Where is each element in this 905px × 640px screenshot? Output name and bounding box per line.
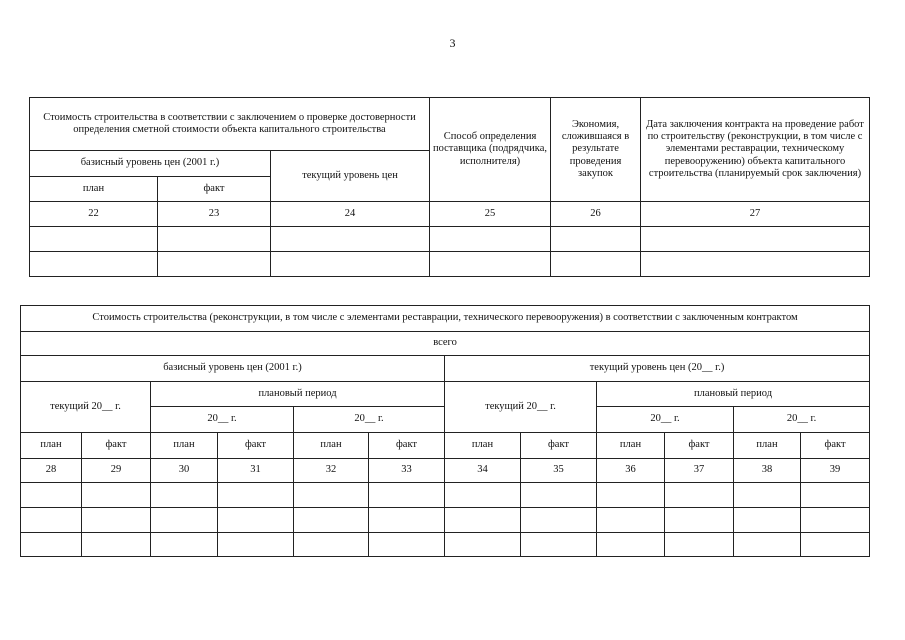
header-plan: план <box>445 433 521 459</box>
empty-cell <box>218 508 294 533</box>
header-planning-period: плановый период <box>151 382 445 407</box>
empty-cell <box>597 483 665 508</box>
empty-cell <box>445 533 521 557</box>
column-number: 32 <box>294 459 369 483</box>
column-number: 28 <box>21 459 82 483</box>
empty-cell <box>271 227 430 252</box>
empty-cell <box>521 483 597 508</box>
cost-conclusion-table <box>29 97 870 277</box>
empty-cell <box>551 227 641 252</box>
empty-cell <box>151 508 218 533</box>
empty-cell <box>369 483 445 508</box>
header-supplier-method: Способ определения поставщика (подрядчика, исполнителя) <box>430 98 551 202</box>
page-number: 3 <box>449 36 456 50</box>
table-row <box>21 508 870 533</box>
empty-cell <box>369 533 445 557</box>
empty-cell <box>665 483 734 508</box>
empty-cell <box>294 533 369 557</box>
header-current-year: текущий 20__ г. <box>445 382 597 433</box>
header-fact: факт <box>801 433 870 459</box>
empty-cell <box>445 508 521 533</box>
column-number: 22 <box>30 202 158 227</box>
header-year: 20__ г. <box>597 407 734 433</box>
empty-cell <box>445 483 521 508</box>
column-number: 23 <box>158 202 271 227</box>
header-fact: факт <box>82 433 151 459</box>
empty-cell <box>82 483 151 508</box>
header-current-price-level: текущий уровень цен <box>271 151 430 202</box>
column-number-row <box>21 459 870 483</box>
column-number: 38 <box>734 459 801 483</box>
column-number: 37 <box>665 459 734 483</box>
empty-cell <box>158 227 271 252</box>
header-fact: факт <box>369 433 445 459</box>
empty-cell <box>21 508 82 533</box>
header-contract-cost: Стоимость строительства (реконструкции, в том числе с элементами реставрации, технического перевооружения) в соответствии с заключенным контрактом <box>21 306 870 332</box>
empty-cell <box>218 483 294 508</box>
column-number: 39 <box>801 459 870 483</box>
empty-cell <box>158 252 271 277</box>
column-number: 27 <box>641 202 870 227</box>
header-total: всего <box>21 332 870 356</box>
empty-cell <box>734 508 801 533</box>
empty-cell <box>369 508 445 533</box>
table-row <box>21 483 870 508</box>
empty-cell <box>521 533 597 557</box>
header-current-price-level: текущий уровень цен (20__ г.) <box>445 356 870 382</box>
header-plan: план <box>21 433 82 459</box>
empty-cell <box>21 533 82 557</box>
header-fact: факт <box>218 433 294 459</box>
empty-cell <box>271 252 430 277</box>
column-number: 36 <box>597 459 665 483</box>
header-plan: план <box>294 433 369 459</box>
table-row <box>30 227 870 252</box>
empty-cell <box>734 483 801 508</box>
table-row <box>30 252 870 277</box>
header-year: 20__ г. <box>294 407 445 433</box>
empty-cell <box>151 533 218 557</box>
empty-cell <box>734 533 801 557</box>
header-current-year: текущий 20__ г. <box>21 382 151 433</box>
empty-cell <box>641 252 870 277</box>
empty-cell <box>801 533 870 557</box>
empty-cell <box>597 533 665 557</box>
empty-cell <box>641 227 870 252</box>
contract-cost-table <box>20 305 870 557</box>
empty-cell <box>82 508 151 533</box>
empty-cell <box>82 533 151 557</box>
empty-cell <box>665 533 734 557</box>
header-contract-date: Дата заключения контракта на проведение работ по строительству (реконструкции, в том числе с элементами реставрации, техническому перевооружению) объекта капитального строительства (планируемый срок заключения) <box>641 98 870 202</box>
column-number-row <box>30 202 870 227</box>
column-number: 26 <box>551 202 641 227</box>
header-savings: Экономия, сложившаяся в результате проведения закупок <box>551 98 641 202</box>
header-plan: план <box>151 433 218 459</box>
empty-cell <box>597 508 665 533</box>
column-number: 24 <box>271 202 430 227</box>
empty-cell <box>430 252 551 277</box>
empty-cell <box>21 483 82 508</box>
header-fact: факт <box>158 177 271 202</box>
column-number: 33 <box>369 459 445 483</box>
empty-cell <box>294 483 369 508</box>
empty-cell <box>151 483 218 508</box>
empty-cell <box>30 227 158 252</box>
header-plan: план <box>734 433 801 459</box>
empty-cell <box>430 227 551 252</box>
header-year: 20__ г. <box>734 407 870 433</box>
column-number: 25 <box>430 202 551 227</box>
column-number: 29 <box>82 459 151 483</box>
column-number: 34 <box>445 459 521 483</box>
empty-cell <box>551 252 641 277</box>
header-planning-period: плановый период <box>597 382 870 407</box>
empty-cell <box>801 508 870 533</box>
empty-cell <box>521 508 597 533</box>
header-plan: план <box>597 433 665 459</box>
empty-cell <box>294 508 369 533</box>
header-year: 20__ г. <box>151 407 294 433</box>
column-number: 31 <box>218 459 294 483</box>
empty-cell <box>30 252 158 277</box>
empty-cell <box>665 508 734 533</box>
empty-cell <box>218 533 294 557</box>
header-plan: план <box>30 177 158 202</box>
header-base-price-level: базисный уровень цен (2001 г.) <box>30 151 271 177</box>
empty-cell <box>801 483 870 508</box>
header-base-price-level: базисный уровень цен (2001 г.) <box>21 356 445 382</box>
column-number: 30 <box>151 459 218 483</box>
header-fact: факт <box>665 433 734 459</box>
header-fact: факт <box>521 433 597 459</box>
table-row <box>21 533 870 557</box>
header-cost-by-conclusion: Стоимость строительства в соответствии с заключением о проверке достоверности определения сметной стоимости объекта капитального строительства <box>30 98 430 151</box>
column-number: 35 <box>521 459 597 483</box>
